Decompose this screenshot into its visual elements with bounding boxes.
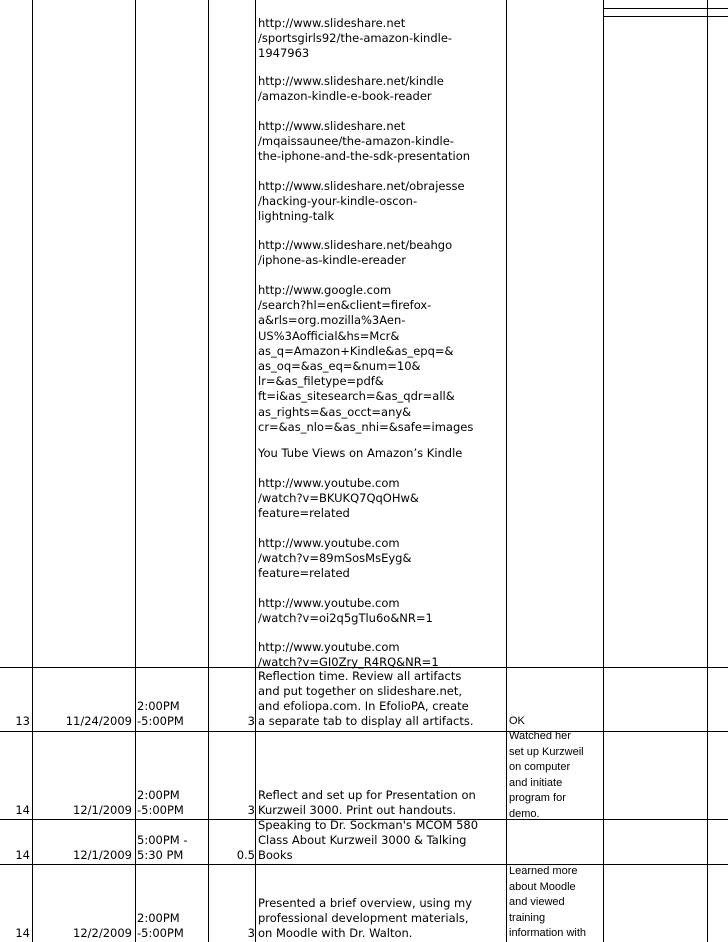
grid-line [255, 0, 256, 942]
grid-line [603, 0, 604, 942]
activity-cell: Speaking to Dr. Sockman's MCOM 580 Class About Kurzweil 3000 & Talking Books [258, 818, 479, 862]
row-border [0, 731, 728, 732]
comments-cell: Learned more about Moodle and viewed training information with [509, 865, 587, 939]
date-cell: 12/1/2009 [73, 803, 132, 817]
link-item[interactable]: http://www.google.com /search?hl=en&client=firefox- a&rls=org.mozilla%3Aen- US%3Aofficial&hs=Mcr& as_q=Amazon+Kindle&as_epq=& as_oq=&as_eq=&num=10& lr=&as_filetype=pdf& ft=i&as_sitesearch=&as_qdr=all& as_rights=&as_occt=any& cr=&as_nlo=&as_nhi=&safe=images [258, 283, 474, 434]
time-cell: 2:00PM -5:00PM [137, 788, 184, 817]
comments-cell: Watched her set up Kurzweil on computer and initiate program for demo. [509, 730, 584, 820]
date-cell: 11/24/2009 [65, 714, 132, 728]
link-item[interactable]: http://www.youtube.com /watch?v=oi2q5gTlu6o&NR=1 [258, 596, 433, 626]
hours-cell: 3 [247, 926, 255, 940]
link-item[interactable]: http://www.slideshare.net/kindle /amazon-kindle-e-book-reader [258, 74, 444, 104]
grid-line [707, 0, 708, 942]
section-heading: You Tube Views on Amazon’s Kindle [258, 446, 463, 460]
row-border [0, 864, 728, 865]
hours-cell: 0.5 [236, 848, 255, 862]
link-item[interactable]: http://www.youtube.com /watch?v=89mSosMsEyg& feature=related [258, 536, 412, 581]
hours-cell: 3 [247, 714, 255, 728]
grid-line [603, 8, 728, 9]
grid-line [135, 0, 136, 942]
link-item[interactable]: http://www.youtube.com /watch?v=GI0Zry_R4RQ&NR=1 [258, 640, 439, 670]
date-cell: 12/2/2009 [73, 926, 132, 940]
activity-cell: Presented a brief overview, using my professional development materials, on Moodle with Dr. Walton. [258, 896, 473, 940]
comments-cell: OK [509, 715, 525, 727]
grid-line [208, 0, 209, 942]
link-item[interactable]: http://www.slideshare.net /sportsgirls92/the-amazon-kindle- 1947963 [258, 16, 453, 61]
week-cell: 14 [15, 848, 30, 862]
time-cell: 2:00PM -5:00PM [137, 699, 184, 728]
link-item[interactable]: http://www.youtube.com /watch?v=BKUKQ7QqOHw& feature=related [258, 476, 419, 521]
link-item[interactable]: http://www.slideshare.net/beahgo /iphone-as-kindle-ereader [258, 238, 453, 268]
grid-line [603, 16, 728, 17]
activity-cell: Reflect and set up for Presentation on Kurzweil 3000. Print out handouts. [258, 788, 476, 817]
hours-cell: 3 [247, 803, 255, 817]
week-cell: 13 [15, 714, 30, 728]
week-cell: 14 [15, 926, 30, 940]
link-item[interactable]: http://www.slideshare.net /mqaissaunee/the-amazon-kindle- the-iphone-and-the-sdk-presentation [258, 119, 471, 164]
link-item[interactable]: http://www.slideshare.net/obrajesse /hacking-your-kindle-oscon- lightning-talk [258, 179, 465, 224]
grid-line [506, 0, 507, 942]
grid-line [32, 0, 33, 942]
week-cell: 14 [15, 803, 30, 817]
date-cell: 12/1/2009 [73, 848, 132, 862]
time-cell: 2:00PM -5:00PM [137, 911, 184, 940]
time-cell: 5:00PM - 5:30 PM [137, 833, 188, 862]
activity-cell: Reflection time. Review all artifacts and put together on slideshare.net, and efoliopa.com. In EfolioPA, create a separate tab to display all artifacts. [258, 669, 474, 728]
